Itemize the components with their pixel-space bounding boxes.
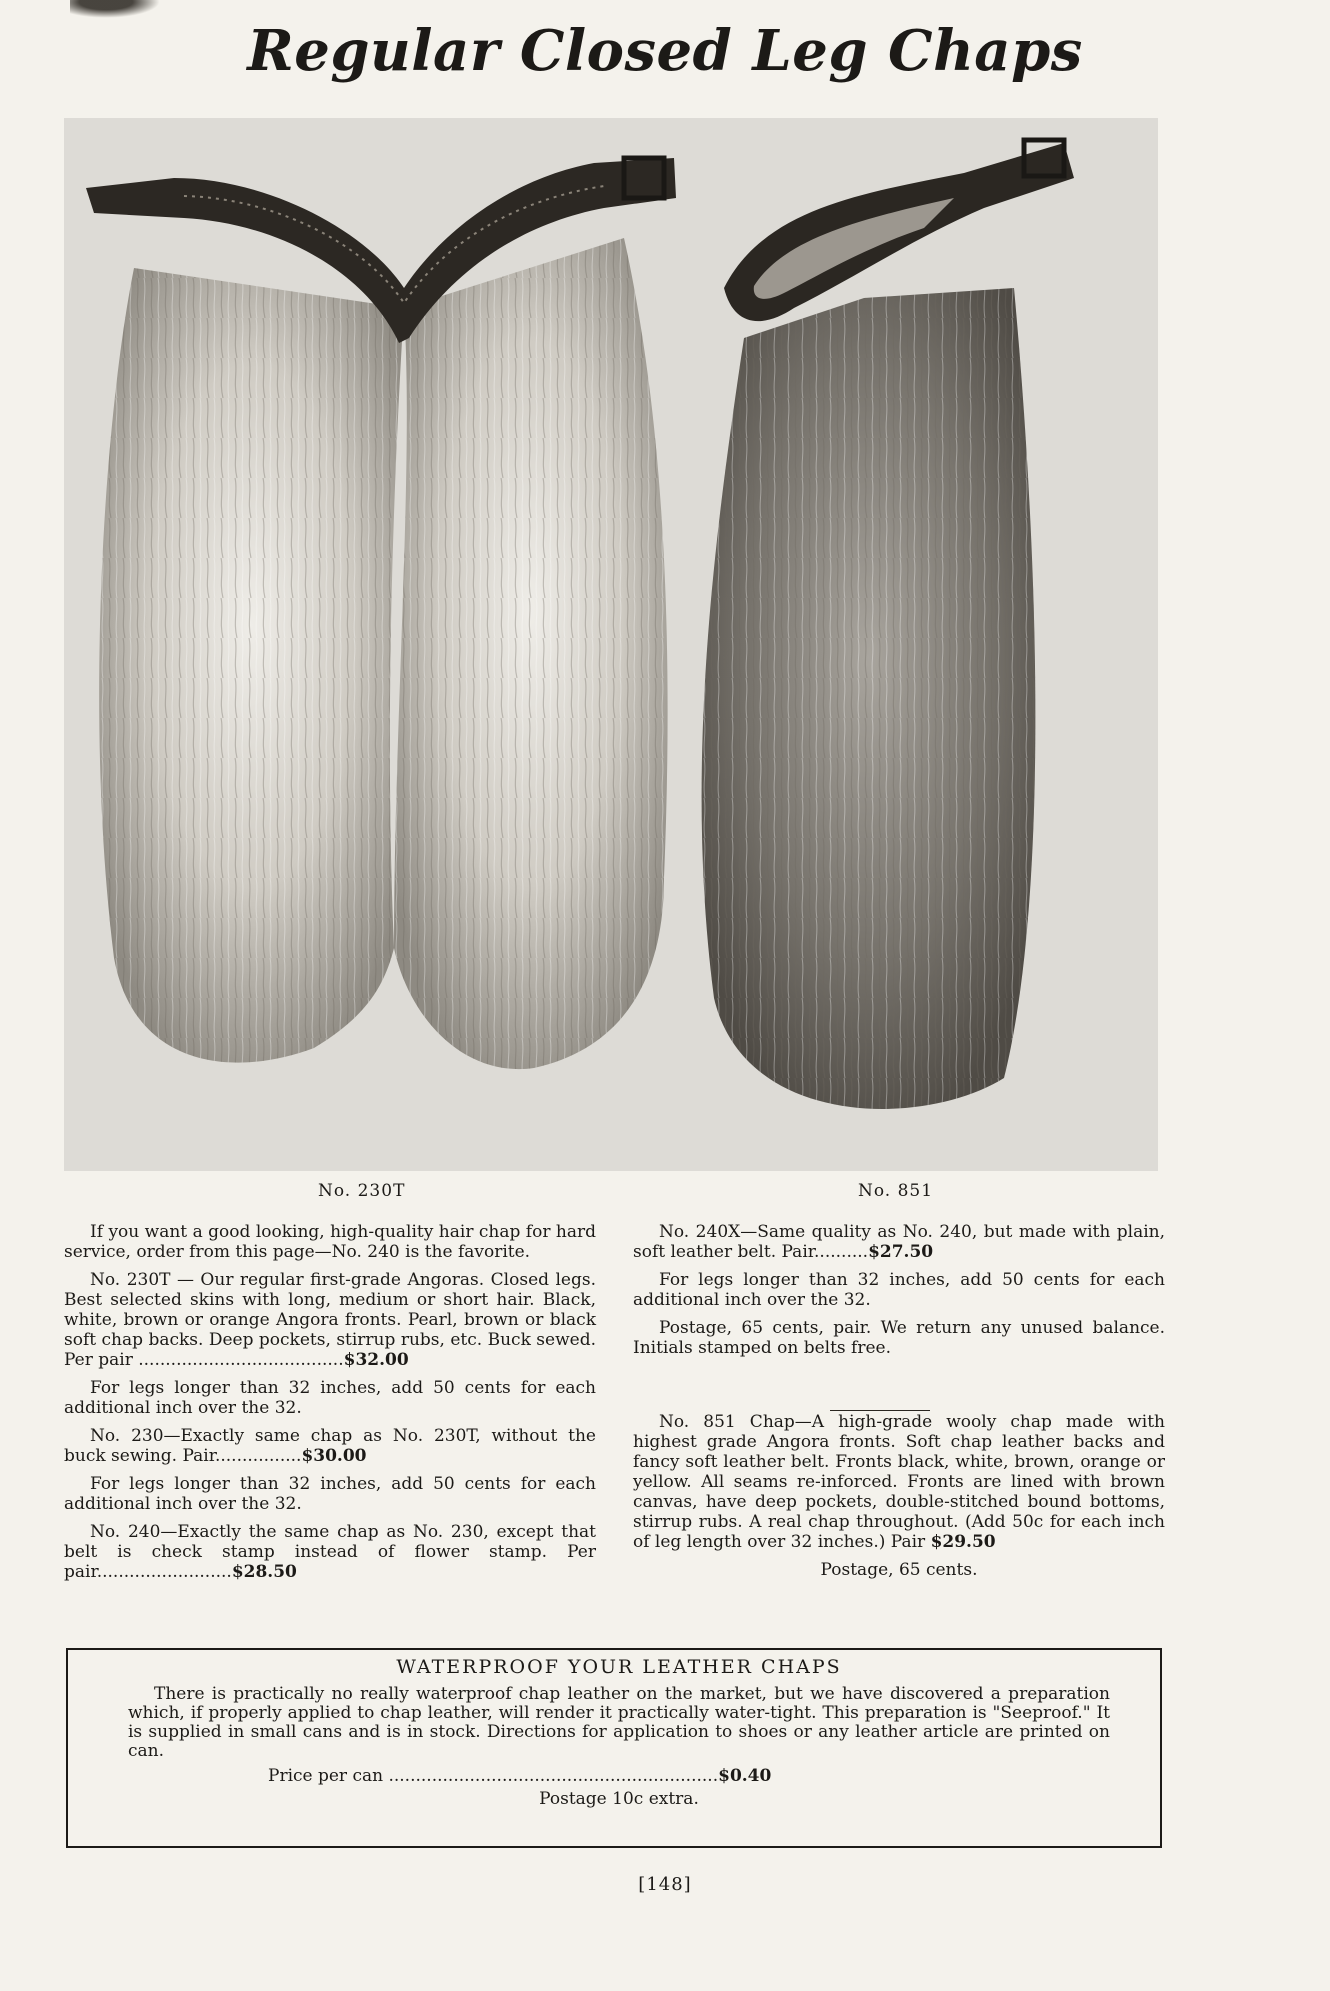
chaps-illustration (64, 118, 1158, 1171)
page-title: Regular Closed Leg Chaps (247, 18, 1083, 84)
item-851-paragraph (633, 1412, 1165, 1552)
right-column (633, 1222, 1165, 1588)
waterproof-notice-box (66, 1648, 1162, 1848)
item-240x-extra: For legs longer than 32 inches, add 50 cents for each additional inch over the 32. (633, 1270, 1165, 1310)
item-851-postage: Postage, 65 cents. (820, 1560, 978, 1580)
intro-paragraph: If you want a good looking, high-quality hair chap for hard service, order from this page—No. 240 is the favorite. (64, 1222, 596, 1262)
left-column (64, 1222, 596, 1590)
waterproof-price-label: Price per can ............................................................. (268, 1766, 719, 1786)
waterproof-price-line (128, 1767, 1110, 1786)
postage-note: Postage, 65 cents, pair. We return any unused balance. Initials stamped on belts free. (633, 1318, 1165, 1358)
item-240x-text: No. 240X—Same quality as No. 240, but made with plain, soft leather belt. Pair.......... (633, 1222, 1165, 1262)
column-spacer (633, 1366, 1165, 1412)
item-230-text: No. 230—Exactly same chap as No. 230T, without the buck sewing. Pair................ (64, 1426, 596, 1466)
item-851-text: No. 851 Chap—A high-grade wooly chap made with highest grade Angora fronts. Soft chap leather backs and fancy soft leather belt. Fronts black, white, brown, orange or yellow. All seams re-inforced. Fronts are lined with brown canvas, have deep pockets, double-stitched bound bottoms, stirrup rubs. A real chap throughout. (Add 50c for each inch of leg length over 32 inches.) Pair (633, 1412, 1165, 1552)
waterproof-heading: WATERPROOF YOUR LEATHER CHAPS (396, 1656, 842, 1678)
page-number: [148] (638, 1874, 692, 1895)
caption-851: No. 851 (858, 1181, 934, 1201)
item-230-price: $30.00 (301, 1446, 367, 1466)
item-240x-paragraph (633, 1222, 1165, 1262)
corner-ink-mark (70, 0, 160, 18)
waterproof-price: $0.40 (718, 1766, 772, 1786)
item-230t-price: $32.00 (343, 1350, 409, 1370)
item-240x-price: $27.50 (868, 1242, 934, 1262)
item-240-text: No. 240—Exactly the same chap as No. 230, except that belt is check stamp instead of flower stamp. Per pair......................... (64, 1522, 596, 1582)
caption-230t: No. 230T (318, 1181, 406, 1201)
waterproof-body: There is practically no really waterproof chap leather on the market, but we have discovered a preparation which, if properly applied to chap leather, will render it practically water-tight. This preparation is "Seeproof." It is supplied in small cans and is in stock. Directions for application to shoes or any leather article are printed on can. (128, 1684, 1110, 1761)
item-230-extra: For legs longer than 32 inches, add 50 cents for each additional inch over the 32. (64, 1474, 596, 1514)
item-230t-extra: For legs longer than 32 inches, add 50 cents for each additional inch over the 32. (64, 1378, 596, 1418)
item-851-price: $29.50 (930, 1532, 996, 1552)
item-230t-paragraph (64, 1270, 596, 1370)
item-230t-text: No. 230T — Our regular first-grade Angoras. Closed legs. Best selected skins with long, medium or short hair. Black, white, brown or orange Angora fronts. Pearl, brown or black soft chap backs. Deep pockets, stirrup rubs, etc. Buck sewed. Per pair ...................................... (64, 1270, 596, 1370)
item-230-paragraph (64, 1426, 596, 1466)
waterproof-postage: Postage 10c extra. (539, 1789, 699, 1809)
item-240-paragraph (64, 1522, 596, 1582)
section-divider (830, 1410, 930, 1411)
item-240-price: $28.50 (231, 1562, 297, 1582)
chaps-photograph (64, 118, 1158, 1171)
